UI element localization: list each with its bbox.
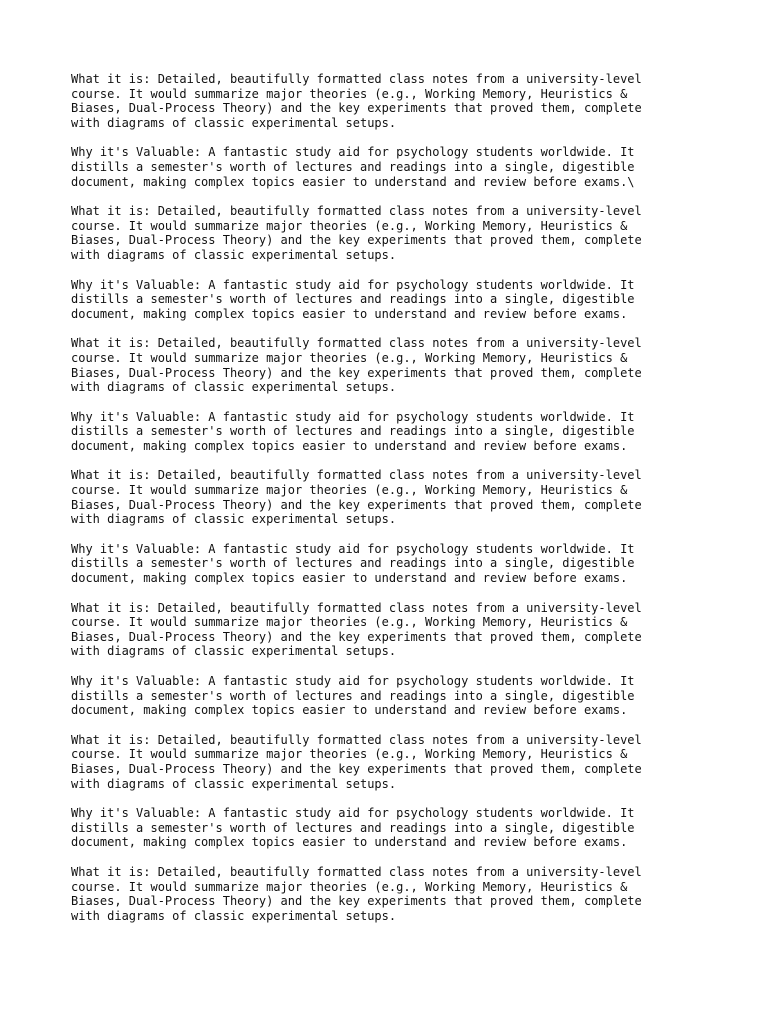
paragraph-why-valuable: Why it's Valuable: A fantastic study aid for psychology students worldwide. It distills a semester's worth of lectures and readings into a single, digestible document, making complex topics easier to understand and review before exams.	[71, 277, 635, 321]
paragraph-what-it-is: What it is: Detailed, beautifully formatted class notes from a university-level course. It would summarize major theories (e.g., Working Memory, Heuristics & Biases, Dual-Process Theory) and the key experiments that proved them, complete with diagrams of classic experimental setups.	[71, 468, 642, 527]
paragraph-why-valuable: Why it's Valuable: A fantastic study aid for psychology students worldwide. It distills a semester's worth of lectures and readings into a single, digestible document, making complex topics easier to understand and review before exams.	[71, 541, 635, 586]
paragraph-why-valuable: Why it's Valuable: A fantastic study aid for psychology students worldwide. It distills a semester's worth of lectures and readings into a single, digestible document, making complex topics easier to understand and review before exams.	[71, 674, 635, 718]
paragraph-why-valuable: Why it's Valuable: A fantastic study aid for psychology students worldwide. It distills a semester's worth of lectures and readings into a single, digestible document, making complex topics easier to understand and review before exams.\	[71, 145, 635, 189]
paragraph-what-it-is: What it is: Detailed, beautifully formatted class notes from a university-level course. It would summarize major theories (e.g., Working Memory, Heuristics & Biases, Dual-Process Theory) and the key experiments that proved them, complete with diagrams of classic experimental setups.	[71, 336, 642, 395]
paragraph-why-valuable: Why it's Valuable: A fantastic study aid for psychology students worldwide. It distills a semester's worth of lectures and readings into a single, digestible document, making complex topics easier to understand and review before exams.	[71, 409, 635, 453]
paragraph-what-it-is: What it is: Detailed, beautifully formatted class notes from a university-level course. It would summarize major theories (e.g., Working Memory, Heuristics & Biases, Dual-Process Theory) and the key experiments that proved them, complete with diagrams of classic experimental setups.	[71, 600, 642, 659]
paragraph-what-it-is: What it is: Detailed, beautifully formatted class notes from a university-level course. It would summarize major theories (e.g., Working Memory, Heuristics & Biases, Dual-Process Theory) and the key experiments that proved them, complete with diagrams of classic experimental setups.	[71, 864, 642, 923]
document-body	[71, 72, 711, 938]
paragraph-what-it-is: What it is: Detailed, beautifully formatted class notes from a university-level course. It would summarize major theories (e.g., Working Memory, Heuristics & Biases, Dual-Process Theory) and the key experiments that proved them, complete with diagrams of classic experimental setups.	[71, 204, 642, 262]
paragraph-why-valuable: Why it's Valuable: A fantastic study aid for psychology students worldwide. It distills a semester's worth of lectures and readings into a single, digestible document, making complex topics easier to understand and review before exams.	[71, 806, 635, 850]
paragraph-what-it-is: What it is: Detailed, beautifully formatted class notes from a university-level course. It would summarize major theories (e.g., Working Memory, Heuristics & Biases, Dual-Process Theory) and the key experiments that proved them, complete with diagrams of classic experimental setups.	[71, 72, 642, 130]
paragraph-what-it-is: What it is: Detailed, beautifully formatted class notes from a university-level course. It would summarize major theories (e.g., Working Memory, Heuristics & Biases, Dual-Process Theory) and the key experiments that proved them, complete with diagrams of classic experimental setups.	[71, 732, 642, 791]
